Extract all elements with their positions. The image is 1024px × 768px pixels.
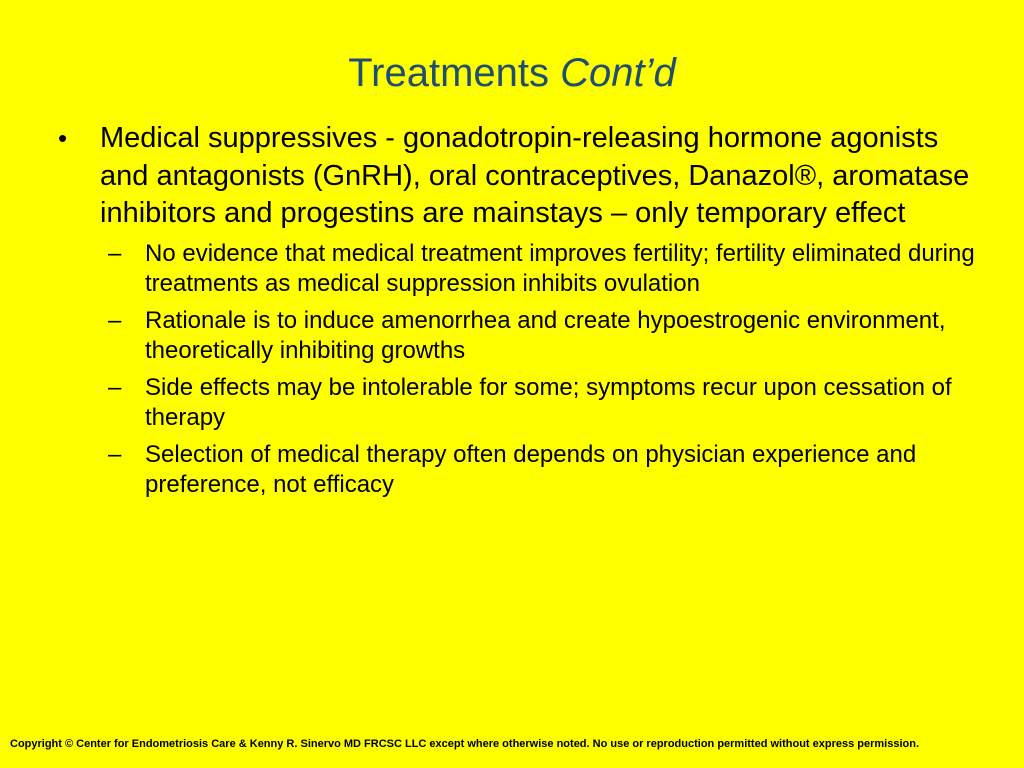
main-bullet-text: Medical suppressives - gonadotropin-releasing hormone agonists and antagonists (GnRH), oral contraceptives, Danazol®, aromatase inhibitors and progestins are mainstays – only temporary effect [100, 122, 970, 229]
sub-bullet-text: Side effects may be intolerable for some; symptoms recur upon cessation of therapy [145, 373, 952, 431]
dash-marker: – [108, 373, 122, 401]
dash-marker: – [108, 440, 122, 468]
dash-marker: – [108, 306, 122, 334]
sub-bullet [108, 306, 978, 367]
sub-bullet [108, 239, 978, 300]
slide-content [58, 120, 978, 507]
dash-marker: – [108, 239, 122, 267]
sub-bullet-text: Rationale is to induce amenorrhea and create hypoestrogenic environment, theoretically inhibiting growths [145, 306, 946, 364]
slide-title [0, 48, 1024, 98]
sub-bullet-list [58, 239, 978, 501]
sub-bullet [108, 373, 978, 434]
bullet-marker: • [58, 123, 68, 153]
copyright-footer: Copyright © Center for Endometriosis Care & Kenny R. Sinervo MD FRCSC LLC except where otherwise noted. No use or reproduction permitted without express permission. [10, 738, 920, 750]
sub-bullet-text: No evidence that medical treatment improves fertility; fertility eliminated during treatments as medical suppression inhibits ovulation [145, 239, 975, 297]
main-bullet [58, 120, 978, 233]
slide-title-main: Treatments [348, 51, 561, 95]
sub-bullet [108, 440, 978, 501]
slide-title-italic: Cont’d [560, 51, 676, 95]
sub-bullet-text: Selection of medical therapy often depends on physician experience and preference, not efficacy [145, 440, 917, 498]
